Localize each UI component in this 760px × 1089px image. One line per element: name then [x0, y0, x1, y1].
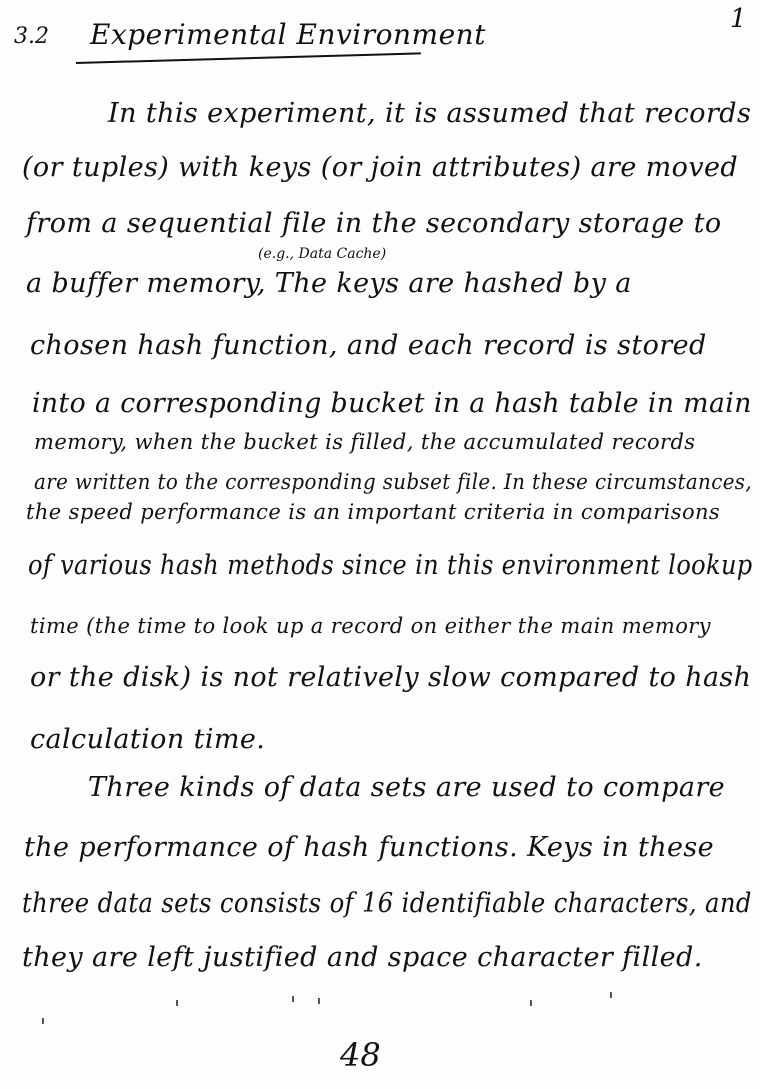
text-line-7: memory, when the bucket is filled, the accumulated records [34, 430, 696, 454]
section-number: 3.2 [14, 24, 49, 49]
text-line-2: (or tuples) with keys (or join attributes) are moved [22, 152, 739, 183]
text-line-15: the performance of hash functions. Keys in these [24, 832, 715, 863]
margin-annotation: (e.g., Data Cache) [258, 246, 387, 262]
section-title: Experimental Environment [90, 18, 486, 51]
text-line-5: chosen hash function, and each record is stored [30, 330, 707, 361]
text-line-10: of various hash methods since in this environment lookup [28, 550, 753, 581]
corner-page-number: 1 [730, 4, 747, 34]
text-line-1: In this experiment, it is assumed that records [108, 98, 752, 129]
title-underline [76, 52, 421, 64]
text-line-17: they are left justified and space character filled. [22, 942, 703, 973]
text-line-14: Three kinds of data sets are used to compare [88, 772, 726, 803]
text-line-8: are written to the corresponding subset file. In these circumstances, [34, 470, 753, 494]
text-line-4: a buffer memory, The keys are hashed by a [26, 268, 632, 299]
text-line-12: or the disk) is not relatively slow compared to hash [30, 662, 752, 693]
text-line-11: time (the time to look up a record on either the main memory [30, 614, 711, 638]
text-line-13: calculation time. [30, 724, 266, 755]
text-line-3: from a sequential file in the secondary storage to [26, 208, 722, 239]
text-line-16: three data sets consists of 16 identifiable characters, and [22, 888, 752, 919]
text-line-9: the speed performance is an important criteria in comparisons [26, 500, 721, 524]
page-number: 48 [340, 1036, 381, 1074]
text-line-6: into a corresponding bucket in a hash table in main [32, 388, 752, 419]
